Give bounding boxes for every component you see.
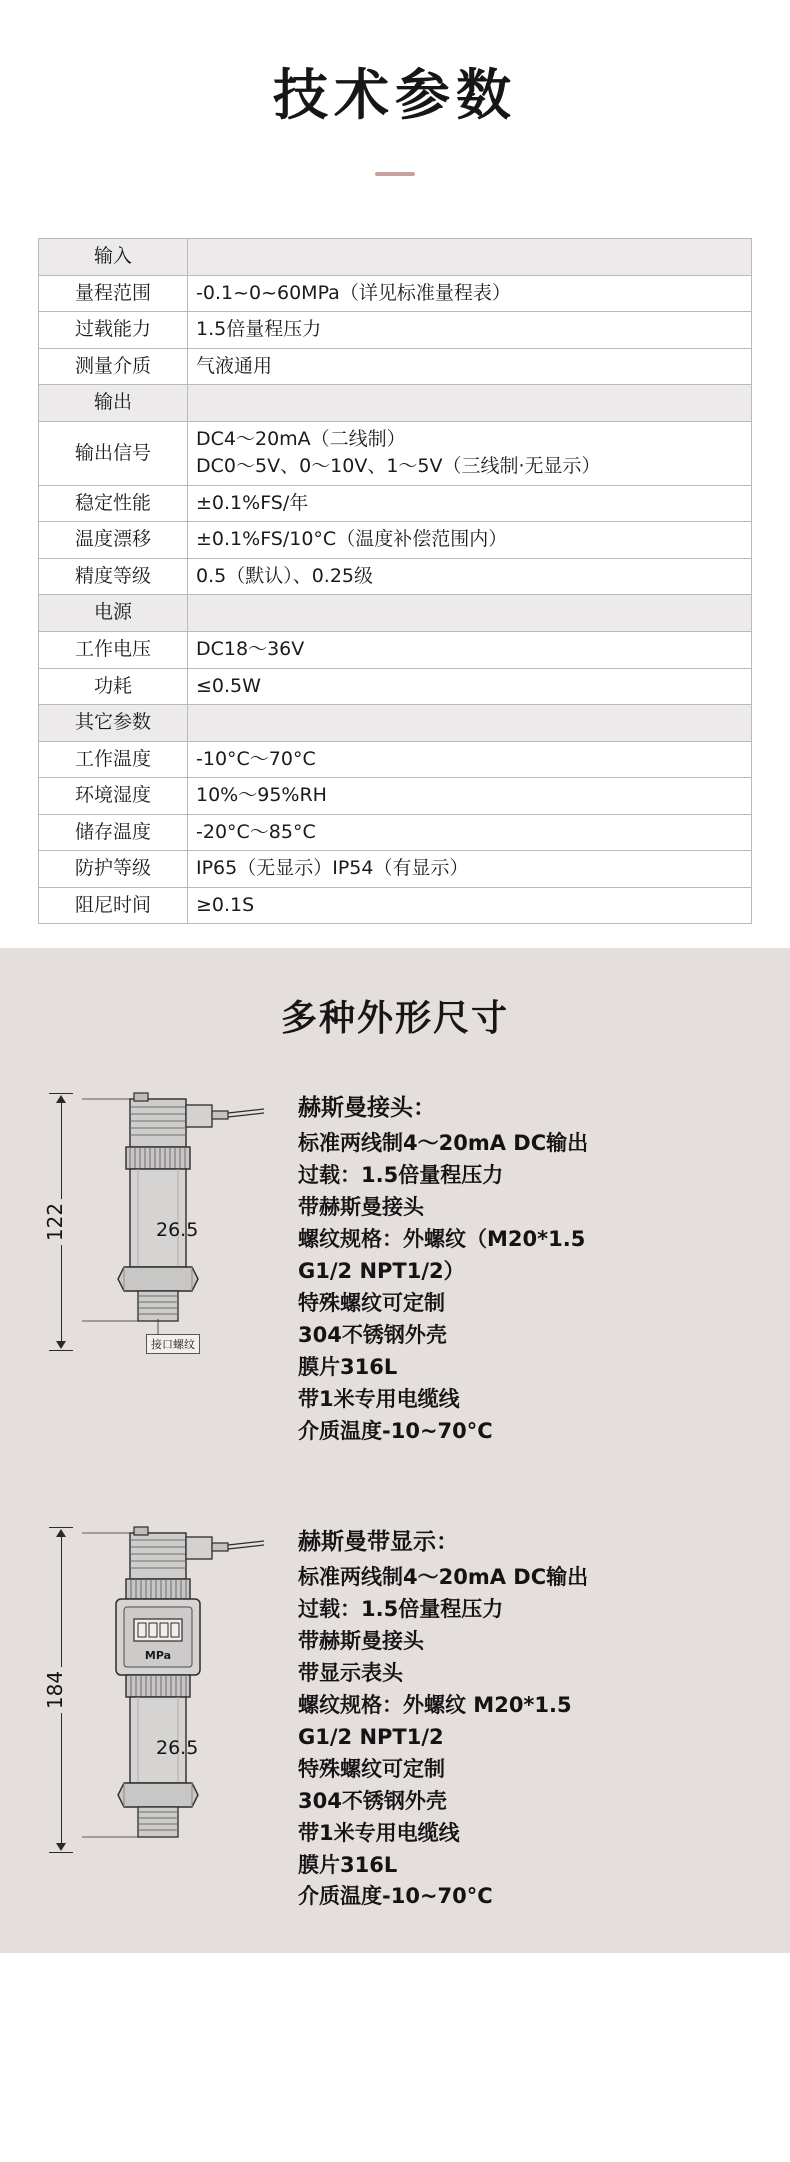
product-hirschmann-display — [0, 1525, 790, 1913]
row-value — [188, 385, 752, 422]
table-row — [39, 558, 752, 595]
row-key: 温度漂移 — [39, 522, 188, 559]
row-value — [188, 239, 752, 276]
dim-cap-top — [49, 1093, 73, 1094]
row-value-line2: DC0～5V、0～10V、1～5V（三线制·无显示） — [196, 455, 601, 478]
diameter-label-2: 26.5 — [156, 1737, 199, 1760]
dim-cap-top — [49, 1527, 73, 1528]
dim-cap-bottom — [49, 1350, 73, 1351]
row-key: 量程范围 — [39, 275, 188, 312]
product-1-line: 膜片316L — [298, 1354, 398, 1379]
table-row — [39, 385, 752, 422]
product-1-line: 特殊螺纹可定制 — [298, 1290, 445, 1315]
table-row — [39, 421, 752, 485]
table-row — [39, 275, 752, 312]
product-2-line: 介质温度-10~70°C — [298, 1884, 493, 1909]
product-2-heading: 赫斯曼带显示： — [298, 1529, 459, 1556]
row-key: 测量介质 — [39, 348, 188, 385]
row-value: ≥0.1S — [188, 887, 752, 924]
product-drawing-1 — [38, 1091, 288, 1361]
product-2-line: 带显示表头 — [298, 1661, 403, 1686]
table-row — [39, 239, 752, 276]
row-key: 输出信号 — [39, 421, 188, 485]
product-1-line: 304不锈钢外壳 — [298, 1322, 447, 1347]
row-key: 输入 — [39, 239, 188, 276]
table-row — [39, 778, 752, 815]
row-key: 防护等级 — [39, 851, 188, 888]
table-row — [39, 348, 752, 385]
row-value: -20°C～85°C — [188, 814, 752, 851]
technical-parameters-section — [0, 0, 790, 948]
table-row — [39, 851, 752, 888]
dim-cap-bottom — [49, 1852, 73, 1853]
product-1-line: 过载：1.5倍量程压力 — [298, 1163, 504, 1188]
thread-callout-1: 接口螺纹 — [146, 1334, 200, 1354]
sensor-outline-2 — [82, 1525, 292, 1865]
dimensions-section — [0, 948, 790, 1953]
row-key: 储存温度 — [39, 814, 188, 851]
row-value-line1: DC4～20mA（二线制） — [196, 427, 406, 450]
row-key: 阻尼时间 — [39, 887, 188, 924]
product-1-line: 标准两线制4～20mA DC输出 — [298, 1131, 589, 1156]
product-2-spec-text — [288, 1525, 760, 1913]
table-row — [39, 595, 752, 632]
title-block — [0, 0, 790, 176]
row-key: 工作温度 — [39, 741, 188, 778]
product-2-line: 过载：1.5倍量程压力 — [298, 1597, 504, 1622]
row-value: 10%～95%RH — [188, 778, 752, 815]
row-value: IP65（无显示）IP54（有显示） — [188, 851, 752, 888]
row-value: 气液通用 — [188, 348, 752, 385]
row-value: 0.5（默认）、0.25级 — [188, 558, 752, 595]
table-row — [39, 312, 752, 349]
row-key: 其它参数 — [39, 705, 188, 742]
page-title: 技术参数 — [272, 63, 517, 127]
row-value: 1.5倍量程压力 — [188, 312, 752, 349]
title-divider — [375, 172, 415, 176]
product-1-line: 带1米专用电缆线 — [298, 1386, 460, 1411]
table-row — [39, 741, 752, 778]
row-key: 工作电压 — [39, 632, 188, 669]
table-row — [39, 485, 752, 522]
table-row — [39, 705, 752, 742]
height-dimension-1 — [44, 1091, 78, 1353]
product-1-heading: 赫斯曼接头： — [298, 1095, 436, 1122]
height-dimension-label: 184 — [41, 1667, 69, 1713]
product-1-line: 螺纹规格：外螺纹（M20*1.5 — [298, 1227, 586, 1252]
row-value — [188, 705, 752, 742]
product-2-line: G1/2 NPT1/2 — [298, 1724, 444, 1749]
product-2-line: 标准两线制4～20mA DC输出 — [298, 1565, 589, 1590]
table-row — [39, 814, 752, 851]
row-key: 环境湿度 — [39, 778, 188, 815]
product-2-line: 304不锈钢外壳 — [298, 1788, 447, 1813]
row-key: 精度等级 — [39, 558, 188, 595]
height-dimension-2 — [44, 1525, 78, 1855]
row-key: 电源 — [39, 595, 188, 632]
product-drawing-2 — [38, 1525, 288, 1865]
product-1-spec-text — [288, 1091, 760, 1447]
row-value: -10°C～70°C — [188, 741, 752, 778]
row-value: ≤0.5W — [188, 668, 752, 705]
row-key: 稳定性能 — [39, 485, 188, 522]
table-row — [39, 632, 752, 669]
diameter-label-1: 26.5 — [156, 1219, 199, 1242]
row-value — [188, 421, 752, 485]
svg-text:MPa: MPa — [144, 1649, 172, 1663]
product-1-line: 介质温度-10~70°C — [298, 1418, 493, 1443]
product-2-line: 螺纹规格：外螺纹 M20*1.5 — [298, 1692, 572, 1717]
product-1-line: G1/2 NPT1/2） — [298, 1258, 465, 1283]
table-row — [39, 887, 752, 924]
section-title: 多种外形尺寸 — [280, 998, 509, 1040]
row-value: ±0.1%FS/年 — [188, 485, 752, 522]
product-1-line: 带赫斯曼接头 — [298, 1195, 424, 1220]
specifications-table — [38, 238, 752, 924]
row-key: 功耗 — [39, 668, 188, 705]
product-hirschmann — [0, 1091, 790, 1447]
row-key: 过载能力 — [39, 312, 188, 349]
table-row — [39, 522, 752, 559]
product-2-line: 膜片316L — [298, 1852, 398, 1877]
row-value — [188, 595, 752, 632]
row-key: 输出 — [39, 385, 188, 422]
product-2-line: 带赫斯曼接头 — [298, 1629, 424, 1654]
product-2-line: 带1米专用电缆线 — [298, 1820, 460, 1845]
row-value: ±0.1%FS/10°C（温度补偿范围内） — [188, 522, 752, 559]
product-2-line: 特殊螺纹可定制 — [298, 1756, 445, 1781]
row-value: -0.1~0~60MPa（详见标准量程表） — [188, 275, 752, 312]
row-value: DC18～36V — [188, 632, 752, 669]
height-dimension-label: 122 — [41, 1199, 69, 1245]
table-row — [39, 668, 752, 705]
